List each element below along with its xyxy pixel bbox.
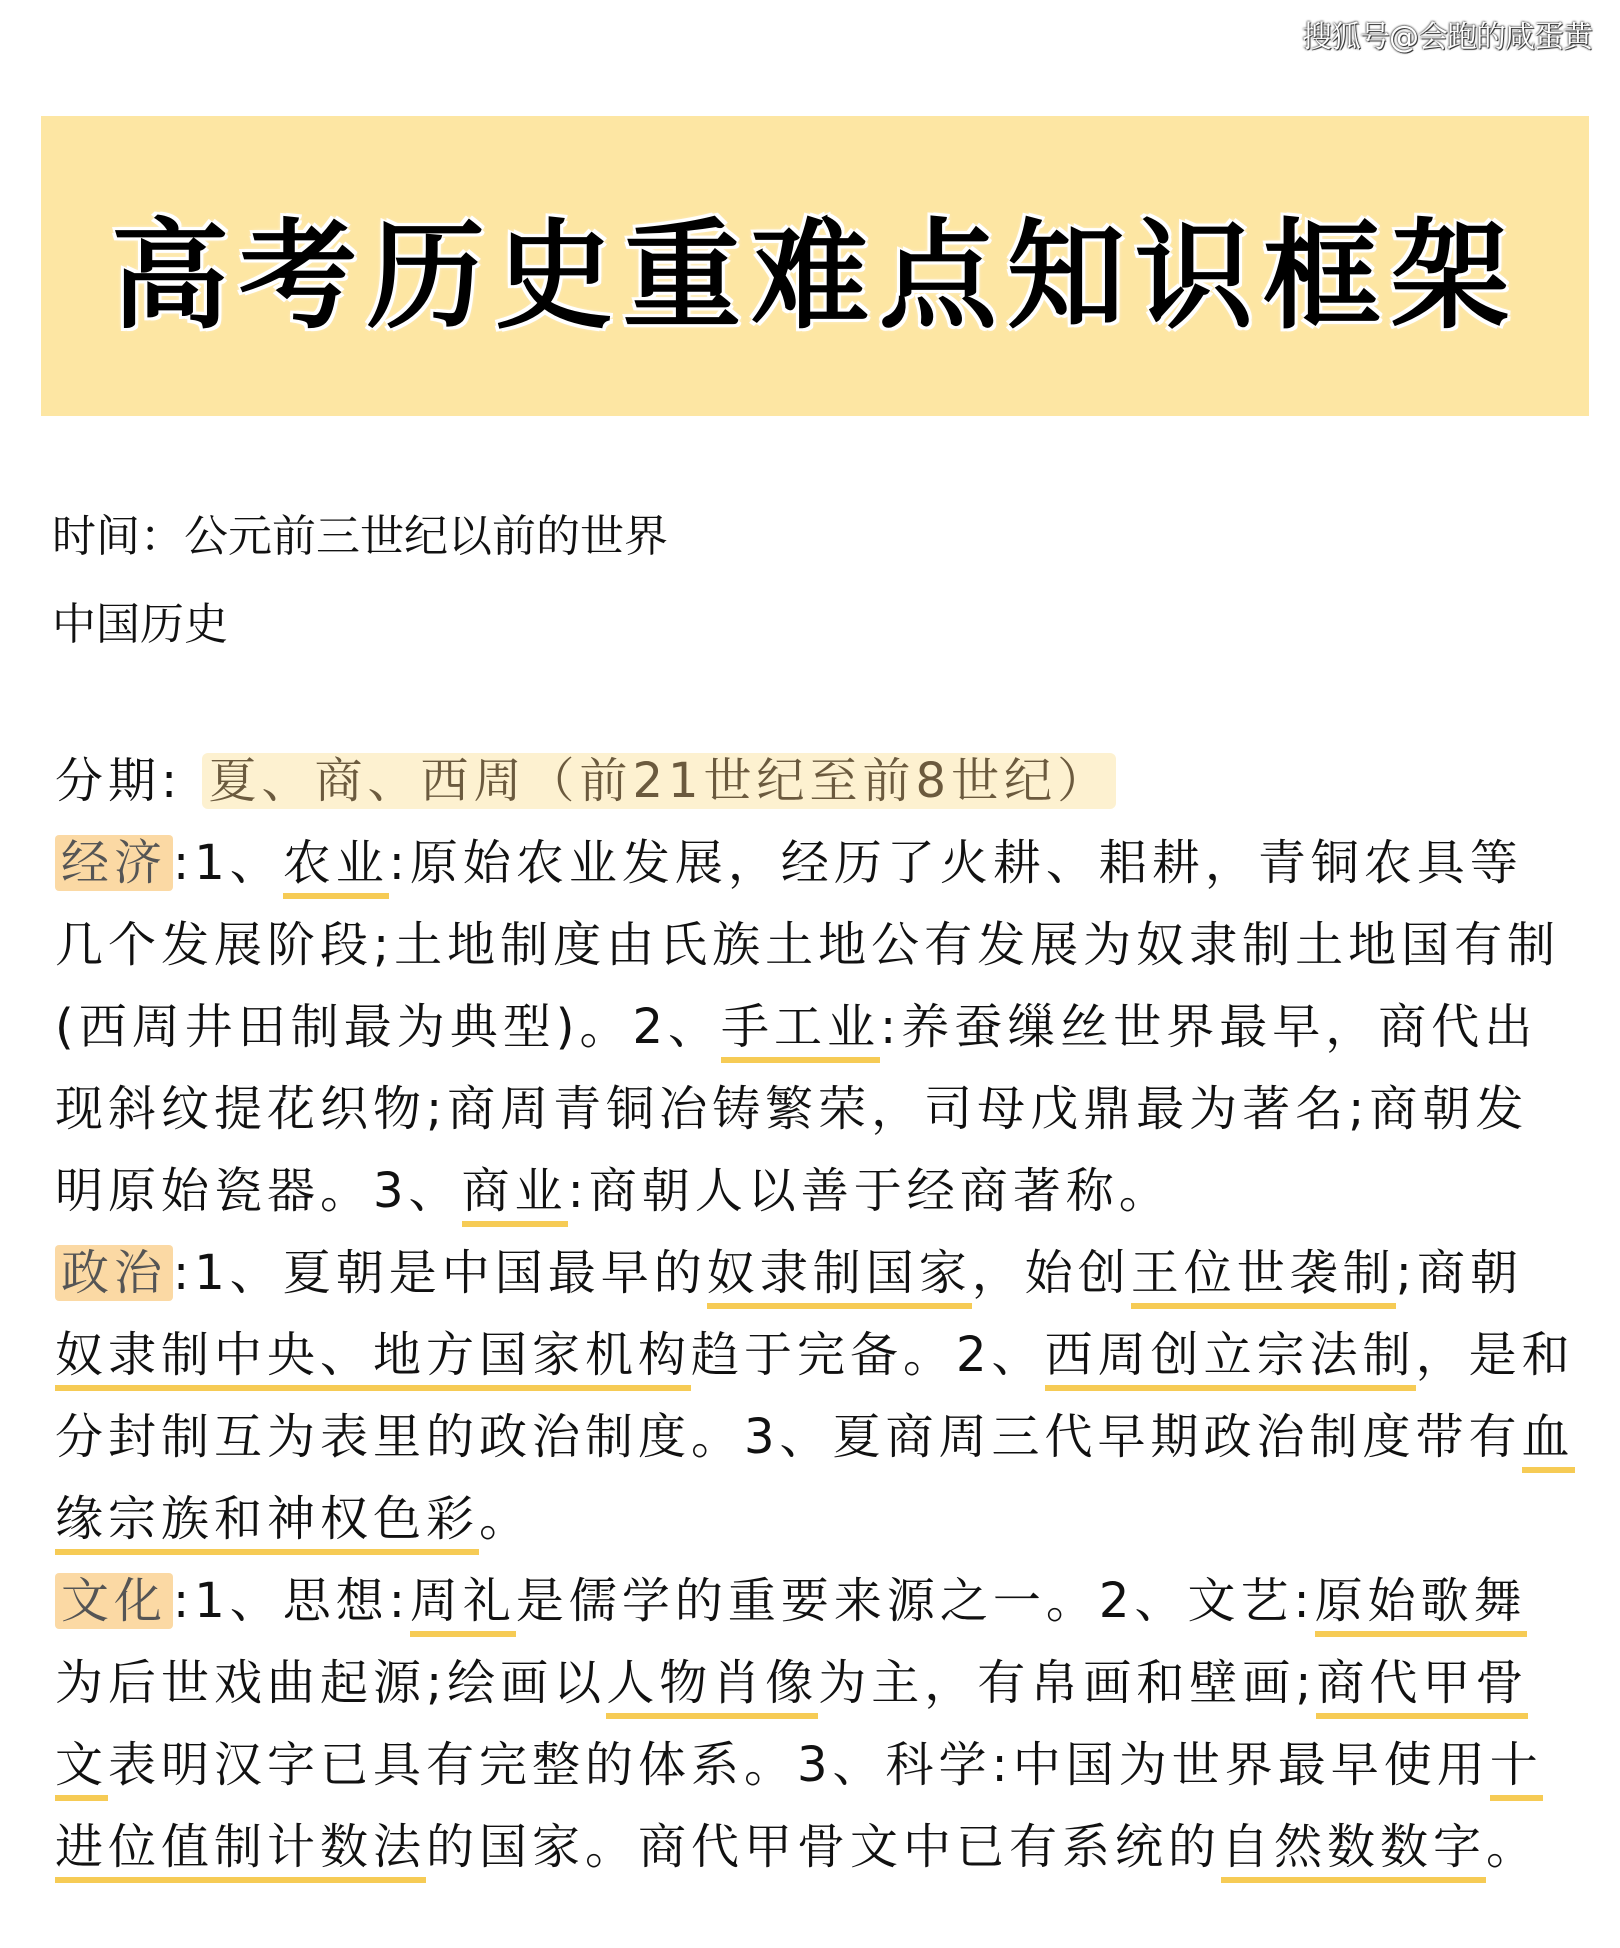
text-segment: ;商朝 bbox=[1395, 1245, 1523, 1301]
text-segment: :养蚕缫丝世界最早，商代出现斜纹提花织物;商周青铜冶铸繁荣，司母戊鼎最为著名;商朝发明原始瓷器。3、 bbox=[55, 999, 1538, 1219]
text-segment: 。 bbox=[479, 1491, 533, 1547]
section-label: 政治 bbox=[55, 1245, 173, 1301]
text-segment: 表明汉字已具有完整的体系。3、科学:中国为世界最早使用 bbox=[108, 1737, 1490, 1793]
text-segment: :1、夏朝是中国最早的 bbox=[173, 1245, 707, 1301]
text-segment: :商朝人以善于经商著称。 bbox=[567, 1163, 1172, 1219]
key-term: 奴隶制国家 bbox=[707, 1245, 972, 1309]
section-1 bbox=[55, 1232, 1575, 1560]
key-term: 血缘宗族和神权色彩 bbox=[55, 1409, 1575, 1555]
page-title: 高考历史重难点知识框架 bbox=[110, 207, 1519, 345]
period-line bbox=[55, 740, 1575, 822]
subtitle: 中国历史 bbox=[52, 599, 228, 650]
section-2 bbox=[55, 1560, 1575, 1888]
key-term: 人物肖像 bbox=[606, 1655, 818, 1719]
key-term: 商代甲骨文 bbox=[55, 1655, 1528, 1801]
section-label: 文化 bbox=[55, 1573, 173, 1629]
section-label: 经济 bbox=[55, 835, 173, 891]
text-segment: 为后世戏曲起源;绘画以 bbox=[55, 1655, 607, 1711]
text-segment: 趋于完备。2、 bbox=[691, 1327, 1045, 1383]
key-term: 农业 bbox=[283, 835, 389, 899]
text-segment: 为主，有帛画和壁画; bbox=[818, 1655, 1317, 1711]
text-segment: 的国家。商代甲骨文中已有系统的 bbox=[426, 1819, 1222, 1875]
key-term: 原始歌舞 bbox=[1315, 1573, 1527, 1637]
key-term: 周礼 bbox=[410, 1573, 516, 1637]
watermark: 搜狐号@会跑的咸蛋黄 bbox=[1302, 20, 1592, 55]
key-term: 王位世袭制 bbox=[1131, 1245, 1396, 1309]
text-segment: :原始农业发展，经历了火耕、耜耕，青铜农具等几个发展阶段;土地制度由氏族土地公有发展为奴隶制土地国有制(西周井田制最为典型)。2、 bbox=[55, 835, 1561, 1055]
text-segment: ，是和分封制互为表里的政治制度。3、夏商周三代早期政治制度带有 bbox=[55, 1327, 1575, 1465]
text-segment: 是儒学的重要来源之一。2、文艺: bbox=[515, 1573, 1315, 1629]
title-banner bbox=[41, 116, 1589, 416]
text-segment: ，始创 bbox=[971, 1245, 1131, 1301]
key-term: 商业 bbox=[462, 1163, 568, 1227]
key-term: 手工业 bbox=[721, 999, 880, 1063]
content bbox=[55, 740, 1575, 1888]
key-term: 奴隶制中央、地方国家机构 bbox=[55, 1327, 691, 1391]
key-term: 西周创立宗法制 bbox=[1045, 1327, 1416, 1391]
period-value: 夏、商、西周（前21世纪至前8世纪） bbox=[202, 753, 1116, 809]
key-term: 十进位值制计数法 bbox=[55, 1737, 1543, 1883]
text-segment: :1、思想: bbox=[173, 1573, 410, 1629]
text-segment: :1、 bbox=[173, 835, 283, 891]
time-line: 时间：公元前三世纪以前的世界 bbox=[52, 511, 668, 562]
period-label: 分期: bbox=[55, 753, 183, 809]
key-term: 自然数数字 bbox=[1221, 1819, 1486, 1883]
section-0 bbox=[55, 822, 1575, 1232]
text-segment: 。 bbox=[1486, 1819, 1540, 1875]
